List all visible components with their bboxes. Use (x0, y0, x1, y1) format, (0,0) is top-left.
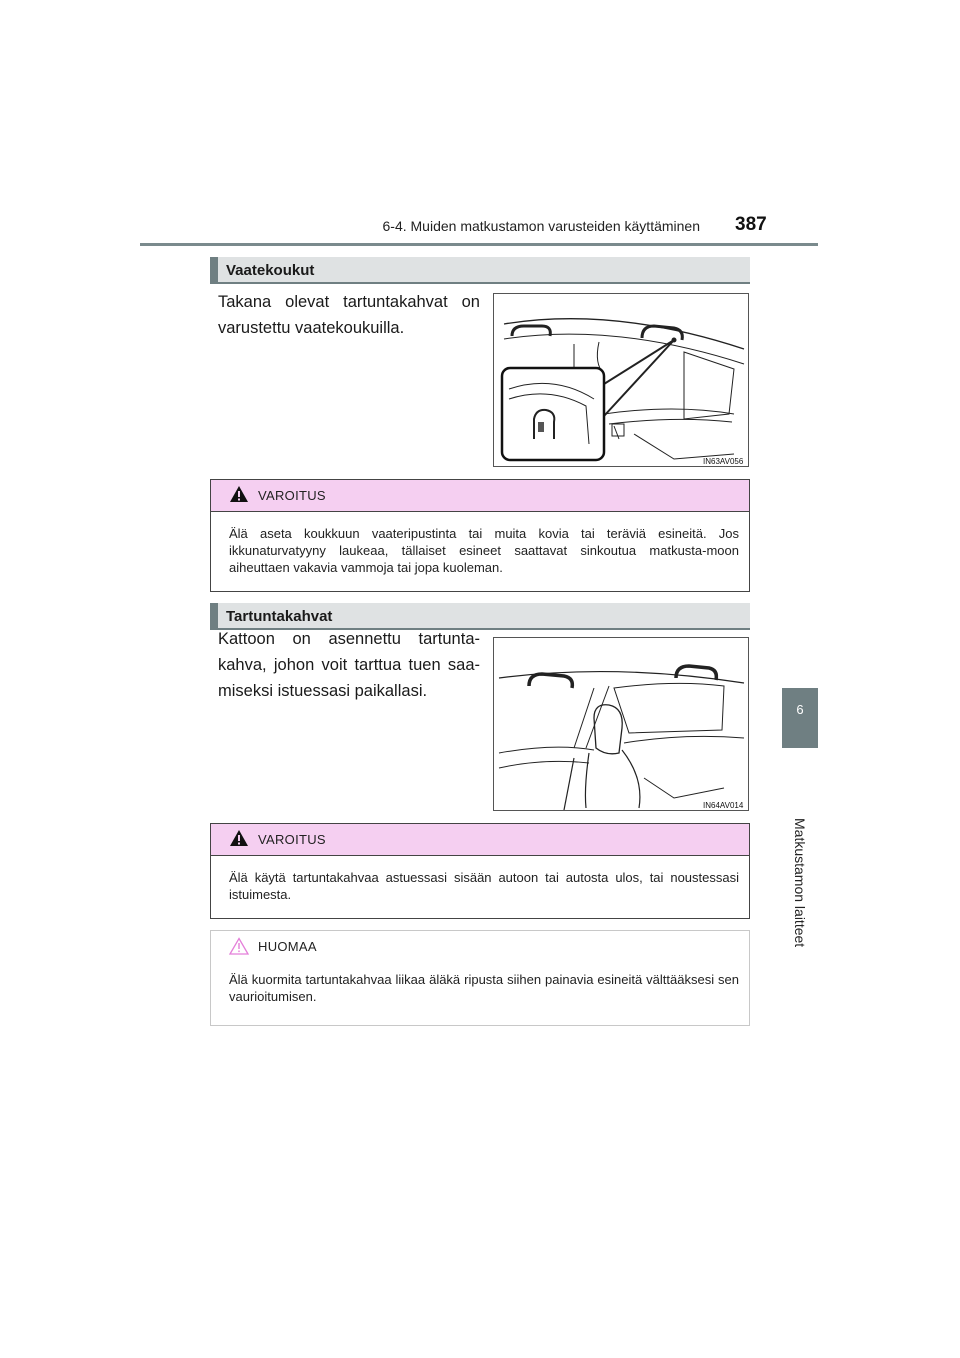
chapter-tab (782, 688, 818, 748)
warning-triangle-icon (229, 485, 249, 503)
figure-code: IN64AV014 (703, 801, 744, 810)
figure-code: IN63AV056 (703, 457, 744, 466)
section-title: Tartuntakahvat (226, 608, 333, 625)
warning-triangle-icon (229, 829, 249, 847)
section-heading-vaatekoukut (210, 257, 750, 284)
figure-grab-handles (493, 637, 749, 811)
warning-text: Älä käytä tartuntakahvaa astuessasi sisään autoon tai autosta ulos, tai noustessasi istuimesta. (229, 870, 739, 902)
section-title: Vaatekoukut (226, 262, 315, 279)
warning-text: Älä aseta koukkuun vaateripustinta tai muita kovia tai teräviä esineitä. Jos ikkunaturvatyyny laukeaa, tällaiset esineet saattavat sinkoutua matkusta-moon aiheuttaen vakavia vammoja tai jopa kuoleman. (229, 526, 739, 575)
warning-header (211, 480, 749, 512)
notice-label: HUOMAA (258, 939, 317, 954)
chapter-label: Matkustamon laitteet (792, 818, 808, 948)
header-section-title: 6-4. Muiden matkustamon varusteiden käyttäminen (382, 218, 700, 234)
coat-hook-illustration (494, 294, 749, 467)
warning-box (210, 479, 750, 592)
warning-box (210, 823, 750, 919)
warning-label: VAROITUS (258, 488, 326, 503)
grab-handle-illustration (494, 638, 749, 811)
chapter-number: 6 (796, 702, 804, 717)
figure-coat-hooks (493, 293, 749, 467)
notice-header (211, 931, 749, 963)
warning-label: VAROITUS (258, 832, 326, 847)
section-body-text: Kattoon on asennettu tartunta-kahva, johon voit tarttua tuen saa-miseksi istuessasi paikallasi. (218, 630, 480, 700)
notice-text: Älä kuormita tartuntakahvaa liikaa äläkä ripusta siihen painavia esineitä välttääksesi sen vaurioitumisen. (229, 972, 739, 1004)
section-body-text: Takana olevat tartuntakahvat on varustettu vaatekoukuilla. (218, 293, 480, 337)
page-number: 387 (735, 214, 767, 235)
caution-triangle-icon (229, 937, 249, 955)
notice-box (210, 930, 750, 1026)
header-divider (140, 243, 818, 246)
warning-header (211, 824, 749, 856)
